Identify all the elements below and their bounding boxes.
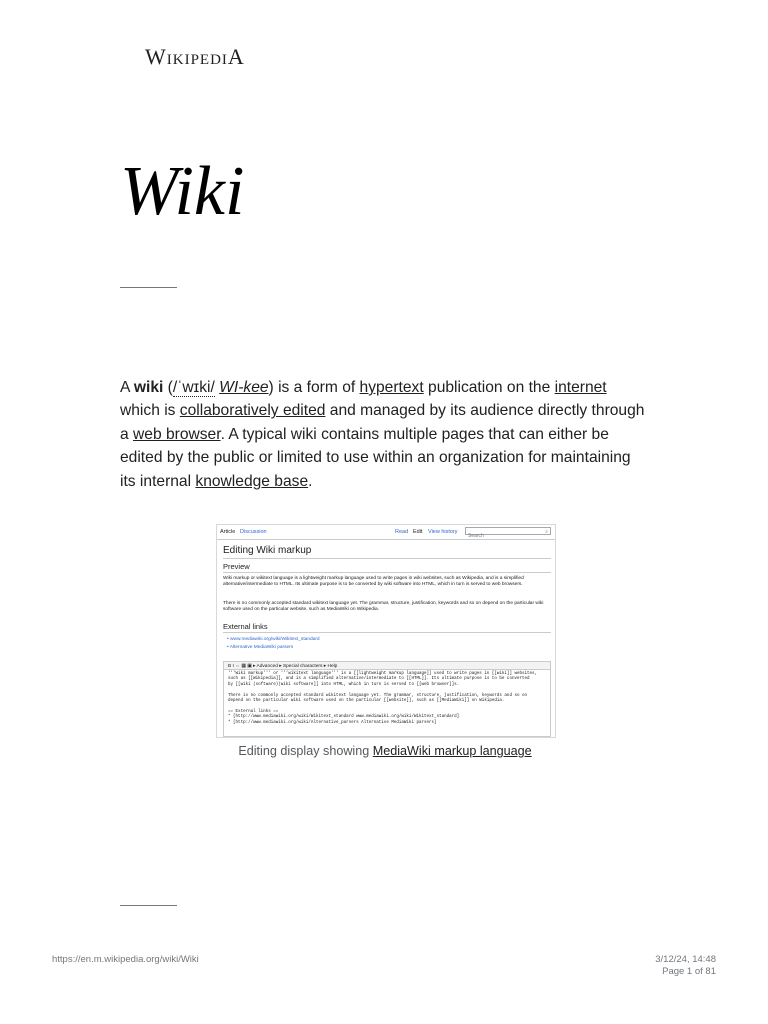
figure-link-item: • www.mediawiki.org/wiki/Wikitext_standard xyxy=(227,637,320,642)
ipa-pronunciation[interactable]: /ˈwɪki/ xyxy=(172,379,215,396)
footer-date: 3/12/24, 14:48 xyxy=(655,954,716,965)
link-hypertext[interactable]: hypertext xyxy=(359,379,424,396)
figure-caption: Editing display showing MediaWiki markup language xyxy=(238,744,532,758)
page-title: Wiki xyxy=(120,153,245,230)
figure-divider xyxy=(223,632,551,633)
logo-letter-first: W xyxy=(145,44,167,69)
figure-external-links-heading: External links xyxy=(223,622,268,631)
wikipedia-logo[interactable] xyxy=(145,44,245,70)
figure-tab-bar xyxy=(217,525,555,540)
link-web-browser[interactable]: web browser xyxy=(133,425,221,443)
link-collaboratively-edited[interactable]: collaboratively edited xyxy=(179,402,326,420)
link-internet[interactable]: internet xyxy=(554,379,607,396)
logo-letters-middle: IKIPEDI xyxy=(166,52,228,68)
link-knowledge-base[interactable]: knowledge base xyxy=(195,472,309,490)
figure-paragraph-1: Wiki markup or wikitext language is a lightweight markup language used to write pages in wiki websites, such as Wikipedia, and is a simplified alternative/intermediate to HTML. Its ultimate purpose is to be converted by wiki software into HTML, which in turn is served to web browsers. xyxy=(223,576,524,588)
title-divider xyxy=(120,287,177,288)
figure-tab-discussion: Discussion xyxy=(240,529,267,535)
figure-heading: Editing Wiki markup xyxy=(223,545,312,556)
figure-divider xyxy=(223,572,551,573)
figure-preview-heading: Preview xyxy=(223,562,250,571)
figure-link-item: • Alternative MediaWiki parsers xyxy=(227,645,294,650)
figure-tab-history: View history xyxy=(428,529,458,535)
figure-editor-toolbar: B I ⇔ ▦ ▣ ▸ Advanced ▸ Special characters ▸ Help xyxy=(223,661,551,670)
figure-search-icon: ⌕ xyxy=(545,529,548,535)
figure-wikitext-editor: '''Wiki markup''' or '''wikitext language''' is a [[lightweight markup language]] used to write pages in [[wiki]] websites, such as [[Wikipedia]], and is a simplified alternative/intermediate to [[HTML]]. Its ultimate purpose is to be converted by [[wiki (software)|wiki software]] into HTML, which in turn is served to [[web browser]]s. There is no commonly accepted standard wikitext language yet. The grammar, structure, justification, keywords and so on depend on the particular wiki software used on the particular [[website]], such as [[MediaWiki]] on Wikipedia. == External links == * [http://www.mediawiki.org/wiki/Wikitext_standard www.mediawiki.org/wiki/Wikitext_standard] * [http://www.mediawiki.org/wiki/Alternative_parsers Alternative MediaWiki parsers] xyxy=(223,670,551,737)
logo-letter-last: A xyxy=(227,44,245,69)
figure-tab-read: Read xyxy=(395,529,409,535)
editing-screenshot-figure[interactable] xyxy=(216,524,556,738)
lead-paragraph: A wiki (/ˈwɪki/ WI-kee) is a form of hypertext publication on the internet which is collaboratively edited and managed by its audience directly through a web browser. A typical wiki contains multiple pages that can either be edited by the public or limited to use within an organization for maintaining its internal knowledge base. xyxy=(120,379,645,490)
respelling-link[interactable]: WI-kee xyxy=(219,379,269,396)
section-divider xyxy=(120,905,177,906)
term-wiki: wiki xyxy=(133,379,164,396)
figure-divider xyxy=(223,558,551,559)
footer-url: https://en.m.wikipedia.org/wiki/Wiki xyxy=(52,954,199,965)
figure-tab-article: Article xyxy=(220,529,236,535)
figure-search-box: Search ⌕ xyxy=(465,527,551,535)
footer-page-number: Page 1 of 81 xyxy=(662,966,716,977)
figure-tab-edit: Edit xyxy=(413,529,423,535)
link-mediawiki-markup[interactable]: MediaWiki markup language xyxy=(372,744,532,758)
figure-paragraph-2: There is no commonly accepted standard wikitext language yet. The grammar, structure, justification, keywords and so on depend on the particular wiki software used on the particular website, such as MediaWiki on Wikipedia. xyxy=(223,601,544,613)
